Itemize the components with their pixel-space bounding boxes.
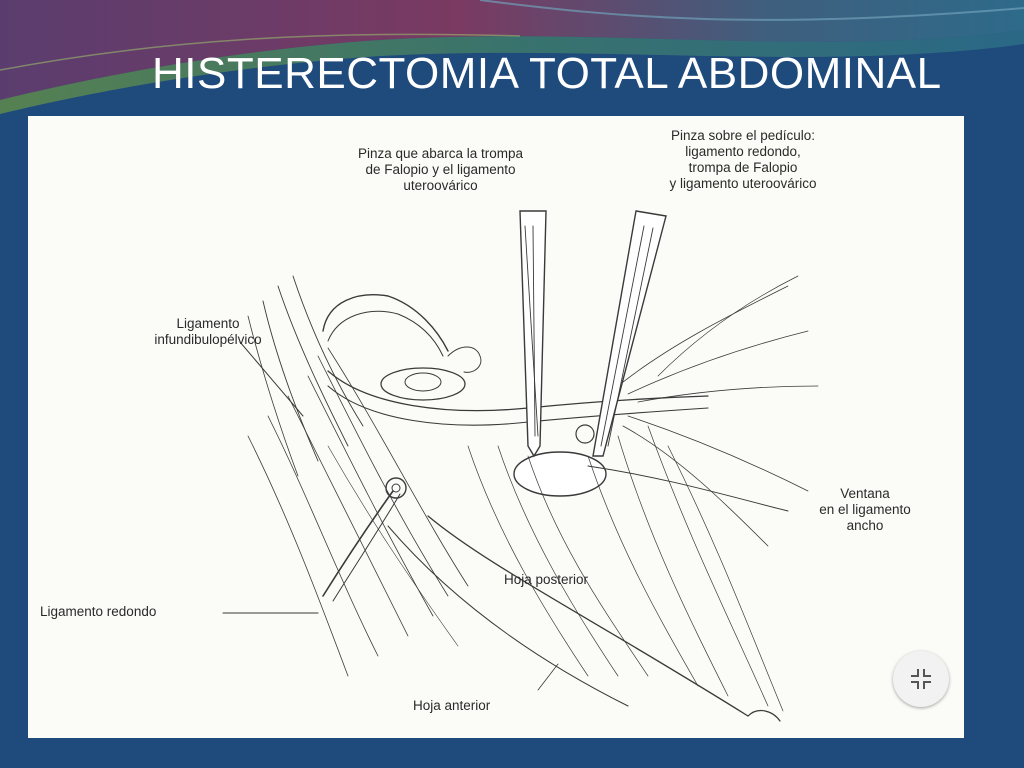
label-pinza-pediculo: [618, 128, 868, 192]
label-line: Ventana: [840, 486, 890, 501]
label-hoja-posterior: Hoja posterior: [504, 572, 589, 587]
label-line: ancho: [846, 518, 884, 533]
label-line: uteroovárico: [403, 178, 478, 193]
slide-title: HISTERECTOMIA TOTAL ABDOMINAL: [152, 49, 942, 98]
label-hoja-anterior: Hoja anterior: [413, 698, 491, 713]
label-line: de Falopio y el ligamento: [365, 162, 516, 177]
label-line: en el ligamento: [819, 502, 911, 517]
label-line: Pinza sobre el pedículo:: [670, 128, 816, 143]
label-line: ligamento redondo,: [685, 144, 801, 159]
anatomical-illustration: [28, 116, 964, 738]
exit-fullscreen-button[interactable]: [893, 651, 949, 707]
hysterectomy-drawing: [28, 116, 964, 738]
label-line: trompa de Falopio: [688, 160, 798, 175]
label-pinza-trompa: [308, 146, 573, 194]
label-line: y ligamento uteroovárico: [669, 176, 817, 191]
label-infundibulopelvico: [128, 316, 288, 348]
label-line: Ligamento: [176, 316, 240, 331]
slide-header: [0, 0, 1024, 130]
label-ligamento-redondo: Ligamento redondo: [40, 604, 157, 619]
label-line: infundibulopélvico: [154, 332, 262, 347]
label-line: Pinza que abarca la trompa: [357, 146, 524, 161]
exit-fullscreen-icon: [911, 669, 931, 689]
label-ventana: [790, 486, 940, 534]
